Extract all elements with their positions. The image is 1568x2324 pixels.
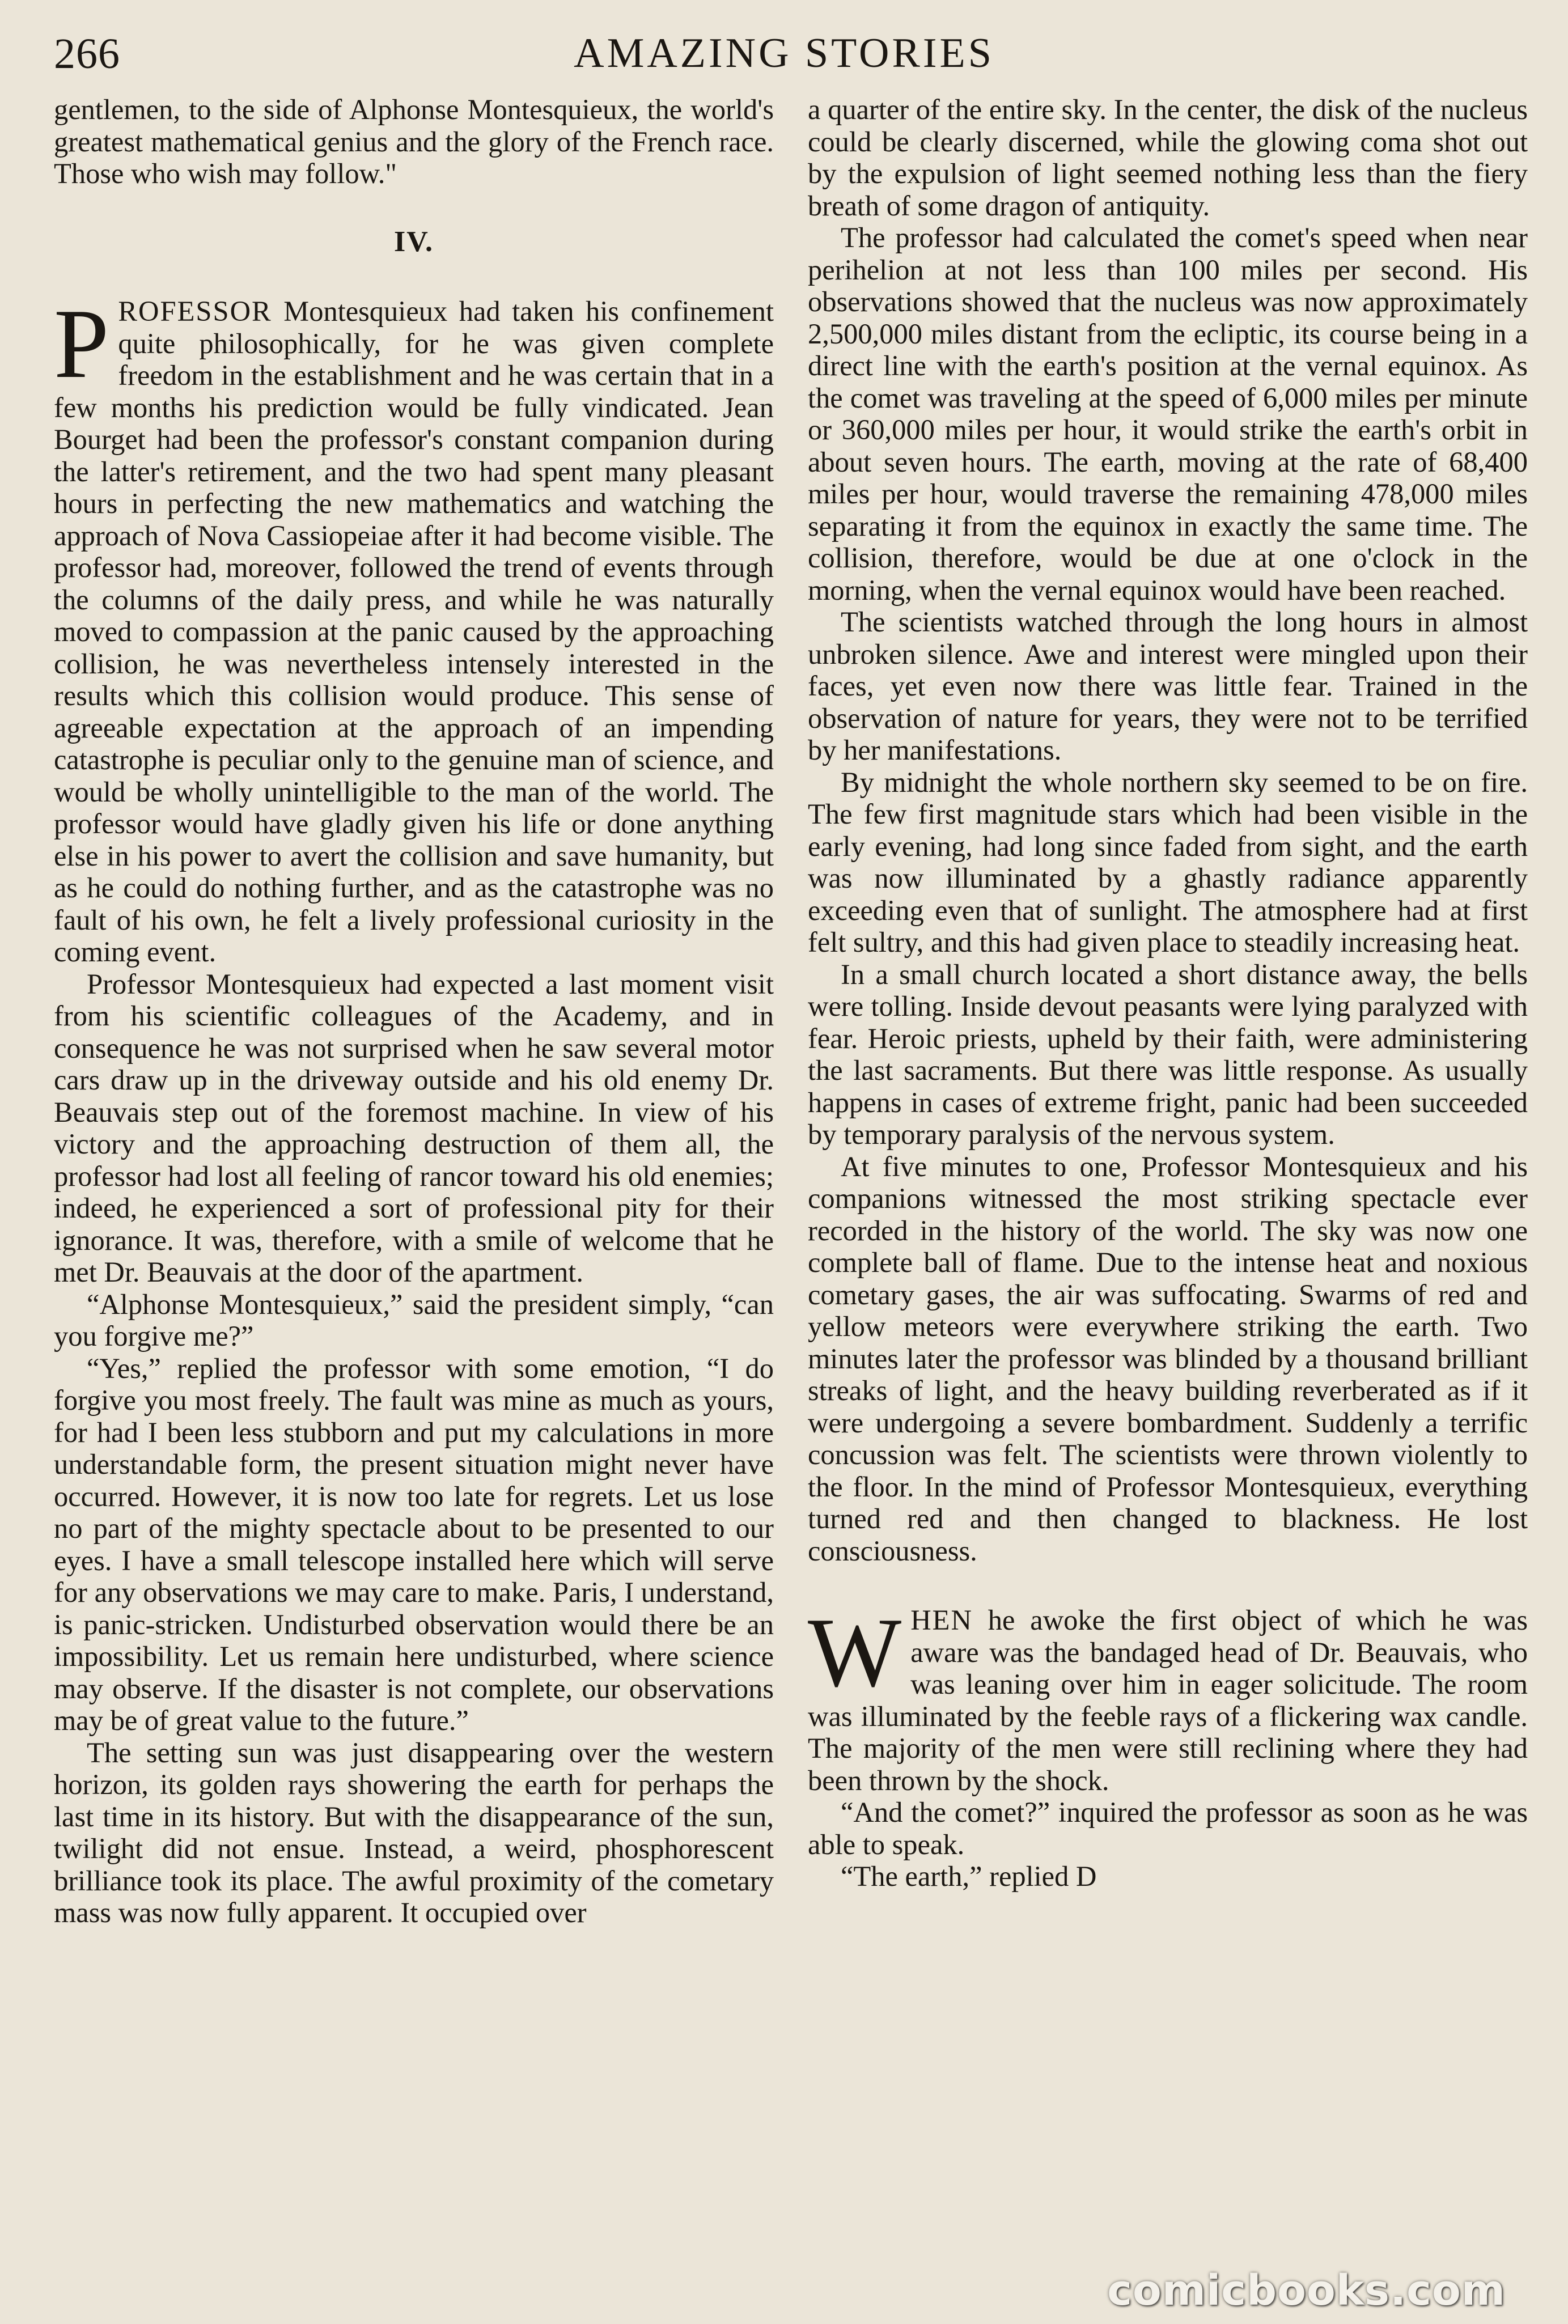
page-number: 266 xyxy=(54,30,120,78)
page-header xyxy=(54,29,1514,86)
paragraph: Professor Montesquieux had expected a last moment visit from his scientific colleagues of the Academy, and in consequence he was not surprised when he saw several motor cars draw up in the driveway outside and his old enemy Dr. Beauvais step out of the foremost machine. In view of his victory and the approaching destruction of them all, the professor had lost all feeling of rancor toward his old enemies; indeed, he experienced a sort of professional pity for their ignorance. It was, therefore, with a smile of welcome that he met Dr. Beauvais at the door of the apartment. xyxy=(54,968,774,1288)
paragraph: The setting sun was just disappearing over the western horizon, its golden rays showering the earth for perhaps the last time in its history. But with the disappearance of the sun, twilight did not ensue. Instead, a weird, phosphorescent brilliance took its place. The awful proximity of the cometary mass was now fully apparent. It occupied over xyxy=(54,1736,774,1928)
paragraph-text: Montesquieux had taken his confinement quite philosophically, for he was given complete freedom in the establishment and he was certain that in a few months his prediction would be fully vindicated. Jean Bourget had been the professor's constant companion during the latter's retirement, and the two had spent many pleasant hours in perfecting the new mathematics and watching the approach of Nova Cassiopeiae after it had become visible. The professor had, moreover, followed the trend of events through the columns of the daily press, and while he was naturally moved to compassion at the panic caused by the approaching collision, he was nevertheless intensely interested in the results which this collision would produce. This sense of agreeable expectation at the approach of an impending catastrophe is peculiar only to the genuine man of science, and would be wholly unintelligible to the man of the world. The professor would have gladly given his life or done anything else in his power to avert the collision and save humanity, but as he could do nothing further, and as the catastrophe was no fault of his own, he felt a lively professional curiosity in the coming event. xyxy=(54,295,774,968)
running-title: AMAZING STORIES xyxy=(574,30,994,77)
paragraph: At five minutes to one, Professor Montesquieux and his companions witnessed the most striking spectacle ever recorded in the history of the world. The sky was now one complete ball of flame. Due to the intense heat and noxious cometary gases, the air was suffocating. Swarms of red and yellow meteors were everywhere striking the earth. Two minutes later the professor was blinded by a thousand brilliant streaks of light, and the heavy building reverberated as if it were undergoing a severe bombardment. Suddenly a terrific concussion was felt. The scientists were thrown violently to the floor. In the mind of Professor Montesquieux, everything turned red and then changed to blackness. He lost consciousness. xyxy=(808,1150,1528,1567)
paragraph-text: he awoke the first object of which he was aware was the bandaged head of Dr. Beauvais, who was leaning over him in eager solicitude. The room was illuminated by the feeble rays of a flickering wax candle. The majority of the men were still reclining where they had been thrown by the shock. xyxy=(808,1604,1528,1796)
paragraph: In a small church located a short distance away, the bells were tolling. Inside devout peasants were lying paralyzed with fear. Heroic priests, upheld by their faith, were administering the last sacraments. But there was little response. As usually happens in cases of extreme fright, panic had been succeeded by temporary paralysis of the nervous system. xyxy=(808,958,1528,1150)
paragraph: “And the comet?” inquired the professor as soon as he was able to speak. xyxy=(808,1796,1528,1860)
paragraph: The scientists watched through the long hours in almost unbroken silence. Awe and interest were mingled upon their faces, yet even now there was little fear. Trained in the observation of nature for years, they were not to be terrified by her manifestations. xyxy=(808,606,1528,766)
lead-caps: HEN xyxy=(910,1604,973,1636)
paragraph-continued: a quarter of the entire sky. In the center, the disk of the nucleus could be clearly discerned, while the glowing coma shot out by the expulsion of light seemed nothing less than the fiery breath of some dragon of antiquity. xyxy=(808,94,1528,222)
dropcap-letter: P xyxy=(54,289,109,398)
paragraph: “Yes,” replied the professor with some emotion, “I do forgive you most freely. The fault was mine as much as yours, for had I been less stubborn and put my calculations in more understandable form, the present situation might never have occurred. However, it is now too late for regrets. Let us lose no part of the mighty spectacle about to be presented to our eyes. I have a small telescope installed here which will serve for any observations we may care to make. Paris, I understand, is panic-stricken. Undisturbed observation would there be an impossibility. Let us remain here undisturbed, where science may observe. If the disaster is not complete, our observations may be of great value to the future.” xyxy=(54,1352,774,1736)
paragraph-dropcap xyxy=(54,289,774,968)
right-column xyxy=(808,94,1528,1893)
dropcap-letter: W xyxy=(808,1597,902,1707)
section-break xyxy=(808,1567,1528,1604)
paragraph: By midnight the whole northern sky seemed to be on fire. The few first magnitude stars which had been visible in the early evening, had long since faded from sight, and the earth was now illuminated by a ghastly radiance apparently exceeding even that of sunlight. The atmosphere had at first felt sultry, and this had given place to steadily increasing heat. xyxy=(808,766,1528,958)
left-column xyxy=(54,94,774,1929)
paragraph: “Alphonse Montesquieux,” said the president simply, “can you forgive me?” xyxy=(54,1288,774,1352)
paragraph: The professor had calculated the comet's speed when near perihelion at not less than 100 miles per second. His observations showed that the nucleus was now approximately 2,500,000 miles distant from the ecliptic, its course being in a direct line with the earth's position at the vernal equinox. As the comet was traveling at the speed of 6,000 miles per minute or 360,000 miles per hour, it would strike the earth's orbit in about seven hours. The earth, moving at the rate of 68,400 miles per hour, would traverse the remaining 478,000 miles separating it from the equinox in exactly the same time. The collision, therefore, would be due at one o'clock in the morning, when the vernal equinox would have been reached. xyxy=(808,222,1528,606)
section-heading: IV. xyxy=(393,225,434,258)
watermark: comicbooks.com xyxy=(1107,2266,1506,2315)
paragraph-dropcap xyxy=(808,1597,1528,1796)
lead-caps: ROFESSOR xyxy=(118,295,272,327)
paragraph-continued: gentlemen, to the side of Alphonse Montesquieux, the world's greatest mathematical genius and the glory of the French race. Those who wish may follow." xyxy=(54,94,774,189)
paragraph: “The earth,” replied D xyxy=(841,1860,1097,1892)
